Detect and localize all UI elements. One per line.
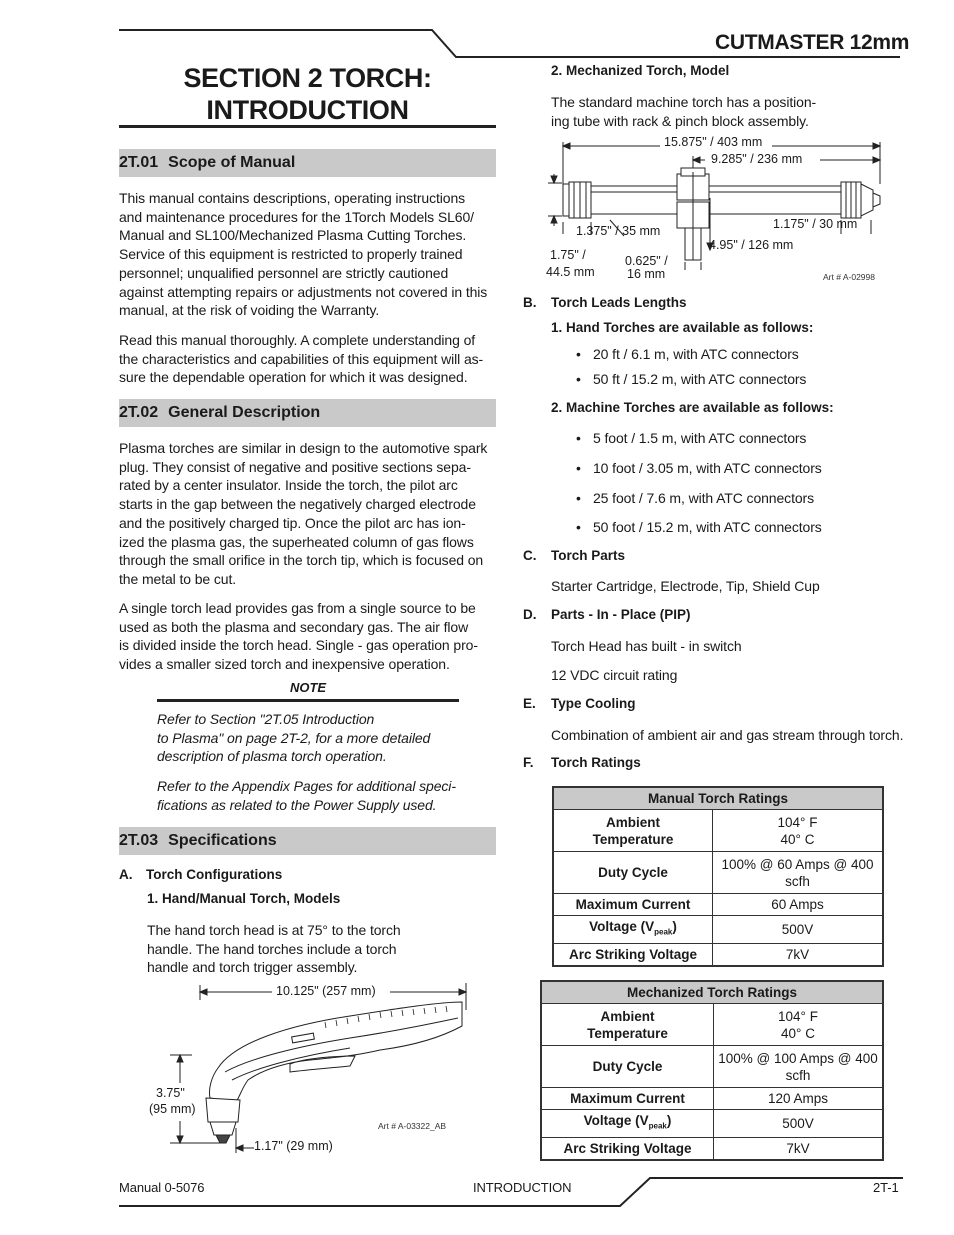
table-row: [541, 1046, 883, 1088]
scope-paragraph-1: [119, 189, 499, 320]
mech-dim-total: 15.875" / 403 mm: [664, 135, 763, 149]
text-line: through the small orifice in the torch tip, which is focused on: [119, 552, 484, 569]
text-line: ing tube with rack & pinch block assembly.: [551, 112, 809, 129]
text-line: the metal to be cut.: [119, 570, 237, 587]
brand-title: CUTMASTER 12mm: [715, 31, 910, 54]
row-value: 500V: [713, 916, 884, 944]
general-paragraph-1: [119, 439, 499, 589]
specs-e-letter: E.: [523, 696, 536, 711]
row-value: 60 Amps: [713, 894, 884, 916]
specs-c-title: Torch Parts: [551, 548, 626, 563]
specs-d-text-2: 12 VDC circuit rating: [551, 667, 678, 683]
mech-ratings-table: [540, 980, 884, 1161]
table-row: [541, 1004, 883, 1046]
hand-dim-length: 10.125" (257 mm): [276, 984, 376, 998]
manual-ratings-table: [552, 786, 884, 967]
hand-art-number: Art # A-03322_AB: [378, 1121, 447, 1131]
table-row: [553, 810, 883, 852]
note-rule: [157, 699, 459, 702]
row-key: Maximum Current: [553, 894, 713, 916]
table-row: [553, 852, 883, 894]
row-value: 104° F 40° C: [713, 810, 884, 852]
text-line: rated by a center insulator. Inside the torch, the pilot arc: [119, 477, 458, 494]
row-key: Voltage $(V_{peak})$: [541, 1110, 714, 1138]
text-line: handle and torch trigger assembly.: [147, 959, 358, 976]
row-key: Ambient Temperature: [553, 810, 713, 852]
row-key: Maximum Current: [541, 1088, 714, 1110]
mech-dim-tube: 9.285" / 236 mm: [711, 152, 803, 166]
specs-d-text-1: Torch Head has built - in switch: [551, 638, 742, 654]
row-value: 104° F 40° C: [714, 1004, 884, 1046]
row-value: 7kV: [713, 943, 884, 966]
scope-heading: [119, 149, 496, 177]
row-value: 120 Amps: [714, 1088, 884, 1110]
hand-torch-text: [147, 921, 447, 977]
general-heading: [119, 399, 496, 427]
section-title-line-2: INTRODUCTION: [206, 95, 409, 125]
specs-f-letter: F.: [523, 755, 534, 770]
section-title-underline: [119, 125, 496, 128]
text-line: Manual and SL100/Mechanized Plasma Cutting Torches.: [119, 227, 467, 244]
row-value: 7kV: [714, 1137, 884, 1160]
specs-a-letter: A.: [119, 867, 133, 882]
specs-b-title: Torch Leads Lengths: [551, 295, 687, 310]
mech-dim-dia-2: 44.5 mm: [546, 265, 595, 279]
table-row: [541, 1137, 883, 1160]
section-title: [119, 62, 496, 126]
table-row: [553, 916, 883, 944]
row-key: Arc Striking Voltage: [553, 943, 713, 966]
mech-dim-body: 1.375" / 35 mm: [576, 224, 661, 238]
hand-torch-title: 1. Hand/Manual Torch, Models: [147, 891, 341, 906]
specs-f-title: Torch Ratings: [551, 755, 641, 770]
text-line: to Plasma" on page 2T-2, for a more detailed: [157, 729, 431, 746]
text-line: The standard machine torch has a position-: [551, 94, 817, 110]
mech-dim-dia-1: 1.75" /: [550, 248, 586, 262]
text-line: Plasma torches are similar in design to the automotive spark: [119, 440, 488, 456]
machine-lead-item: • 50 foot / 15.2 m, with ATC connectors: [593, 518, 822, 537]
hand-leads-title: 1. Hand Torches are available as follows:: [551, 320, 814, 335]
note-paragraph-1: [157, 710, 467, 766]
scope-title: Scope of Manual: [168, 154, 296, 171]
text-line: fications as related to the Power Supply used.: [157, 796, 437, 813]
specs-c-letter: C.: [523, 548, 537, 563]
row-key: Duty Cycle: [553, 852, 713, 894]
machine-leads-title: 2. Machine Torches are available as follows:: [551, 400, 834, 415]
general-number: 2T.02: [119, 404, 159, 421]
text-line: Read this manual thoroughly. A complete understanding of: [119, 332, 476, 348]
text-line: handle. The hand torches include a torch: [147, 940, 397, 957]
hand-lead-item: • 50 ft / 15.2 m, with ATC connectors: [593, 370, 806, 389]
text-line: plug. They consist of negative and positive sections sepa-: [119, 458, 471, 475]
table-row: [541, 1110, 883, 1138]
table-row: [553, 894, 883, 916]
hand-dim-height-1: 3.75": [156, 1086, 185, 1100]
specs-c-text: Starter Cartridge, Electrode, Tip, Shield Cup: [551, 578, 820, 594]
machine-lead-item: • 25 foot / 7.6 m, with ATC connectors: [593, 489, 814, 508]
footer-manual-number: Manual 0-5076: [119, 1180, 205, 1195]
machine-lead-item: • 5 foot / 1.5 m, with ATC connectors: [593, 429, 806, 448]
general-title: General Description: [168, 404, 321, 421]
text-line: and the positively charged tip. Once the pilot arc has ion-: [119, 514, 466, 531]
mech-torch-title: 2. Mechanized Torch, Model: [551, 63, 730, 78]
mech-dim-rack-1: 0.625" /: [625, 254, 668, 268]
hand-lead-item: • 20 ft / 6.1 m, with ATC connectors: [593, 345, 799, 364]
specs-number: 2T.03: [119, 832, 159, 849]
row-key: Ambient Temperature: [541, 1004, 714, 1046]
mech-art-number: Art # A-02998: [823, 272, 875, 282]
text-line: The hand torch head is at 75° to the torch: [147, 922, 401, 938]
footer-section-name: INTRODUCTION: [473, 1180, 572, 1195]
specs-heading: [119, 827, 496, 855]
text-line: A single torch lead provides gas from a single source to be: [119, 600, 476, 616]
specs-e-title: Type Cooling: [551, 696, 636, 711]
mech-dim-tip: 1.175" / 30 mm: [773, 217, 858, 231]
text-line: This manual contains descriptions, operating instructions: [119, 190, 466, 206]
text-line: Service of this equipment is restricted to properly trained: [119, 246, 463, 263]
text-line: vides a smaller sized torch and inexpensive operation.: [119, 656, 450, 673]
text-line: starts in the gap between the negatively charged electrode: [119, 496, 476, 513]
row-key: Duty Cycle: [541, 1046, 714, 1088]
mech-dim-block: 4.95" / 126 mm: [709, 238, 794, 252]
scope-number: 2T.01: [119, 154, 159, 171]
specs-title: Specifications: [168, 832, 277, 849]
text-line: is divided inside the torch head. Single - gas operation pro-: [119, 637, 478, 654]
specs-d-letter: D.: [523, 607, 537, 622]
text-line: description of plasma torch operation.: [157, 748, 387, 765]
note-paragraph-2: [157, 777, 467, 814]
table-row: [541, 981, 883, 1004]
row-key: Arc Striking Voltage: [541, 1137, 714, 1160]
text-line: against attempting repairs or adjustments not covered in this: [119, 283, 488, 300]
text-line: manual, at the risk of voiding the Warranty.: [119, 302, 380, 319]
machine-lead-item: • 10 foot / 3.05 m, with ATC connectors: [593, 459, 822, 478]
hand-torch-drawing: [140, 980, 480, 1165]
table-title: Mechanized Torch Ratings: [541, 981, 883, 1004]
mech-torch-text: [551, 93, 851, 130]
mech-dim-rack-2: 16 mm: [627, 267, 666, 281]
row-key: Voltage $(V_{peak})$: [553, 916, 713, 944]
scope-paragraph-2: [119, 331, 499, 387]
table-row: [553, 943, 883, 966]
row-value: 100% @ 60 Amps @ 400 scfh: [713, 852, 884, 894]
text-line: Refer to Section "2T.05 Introduction: [157, 711, 375, 727]
section-title-line-1: SECTION 2 TORCH:: [183, 63, 432, 93]
footer-page-number: 2T-1: [873, 1180, 899, 1195]
table-row: [553, 787, 883, 810]
row-value: 100% @ 100 Amps @ 400 scfh: [714, 1046, 884, 1088]
hand-dim-height-2: (95 mm): [149, 1102, 196, 1116]
specs-b-letter: B.: [523, 295, 537, 310]
text-line: Refer to the Appendix Pages for additional speci-: [157, 778, 456, 794]
specs-a-title: Torch Configurations: [146, 867, 283, 882]
table-row: [541, 1088, 883, 1110]
text-line: and maintenance procedures for the 1Torch Models SL60/: [119, 208, 474, 225]
text-line: ized the plasma gas, the superheated column of gas flows: [119, 533, 474, 550]
text-line: sure the dependable operation for which it was designed.: [119, 369, 468, 386]
specs-e-text: Combination of ambient air and gas stream through torch.: [551, 727, 904, 743]
general-paragraph-2: [119, 599, 499, 674]
row-value: 500V: [714, 1110, 884, 1138]
text-line: personnel; unqualified personnel are strictly cautioned: [119, 264, 449, 281]
note-label: NOTE: [289, 680, 327, 695]
table-title: Manual Torch Ratings: [553, 787, 883, 810]
specs-d-title: Parts - In - Place (PIP): [551, 607, 691, 622]
text-line: the characteristics and capabilities of this equipment will as-: [119, 350, 484, 367]
hand-dim-tip: 1.17" (29 mm): [254, 1139, 333, 1153]
text-line: used as both the plasma and secondary gas. The air flow: [119, 618, 469, 635]
